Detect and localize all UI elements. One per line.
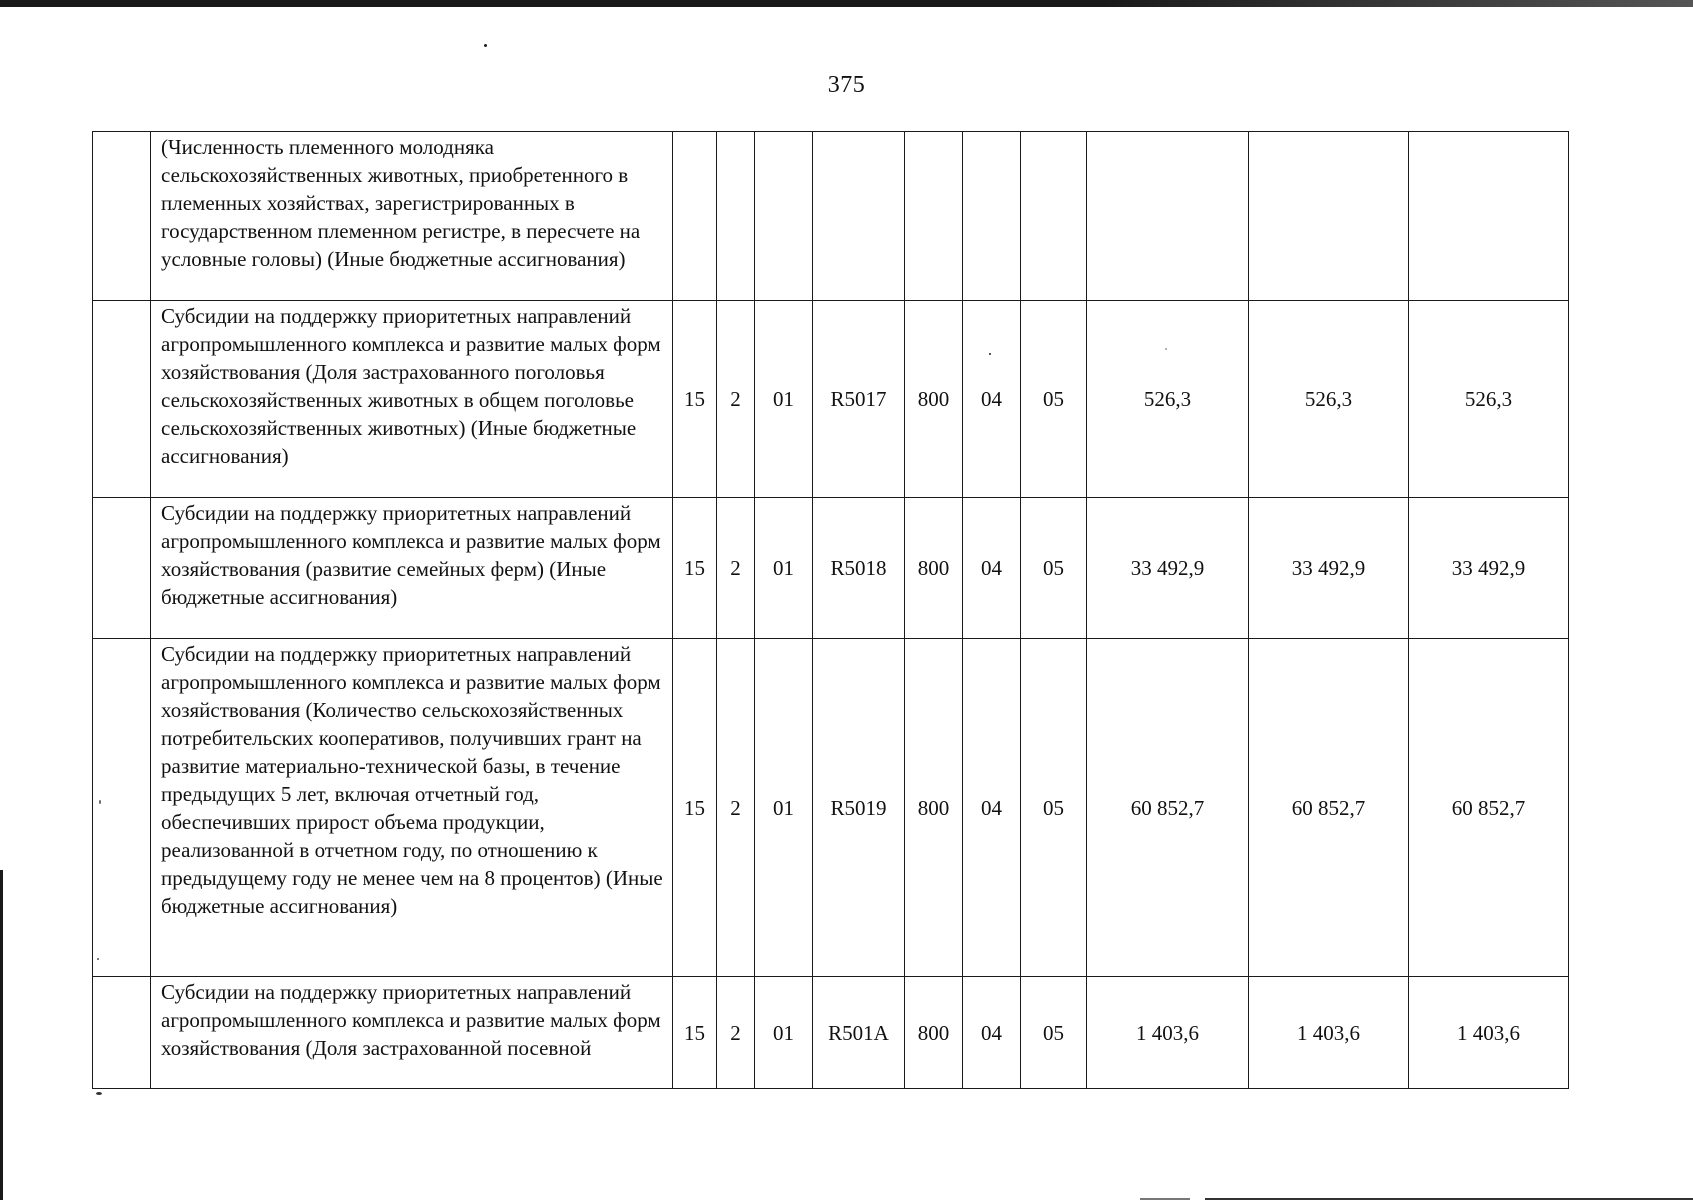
code-cell-4: R5017 <box>813 301 905 498</box>
code-cell-4: R5019 <box>813 639 905 977</box>
code-cell-3 <box>755 132 813 301</box>
table-row <box>93 639 1569 977</box>
code-cell-2: 2 <box>717 639 755 977</box>
row-number-cell <box>93 639 151 977</box>
code-cell-2: 2 <box>717 498 755 639</box>
code-cell-7: 05 <box>1021 639 1087 977</box>
description-cell: Субсидии на поддержку приоритетных направлений агропромышленного комплекса и развитие малых форм хозяйствования (Количество сельскохозяйственных потребительских кооперативов, получивших грант на развитие материально-технической базы, в течение предыдущих 5 лет, включая отчетный год, обеспечивших прирост объема продукции, реализованной в отчетном году, по отношению к предыдущему году не менее чем на 8 процентов) (Иные бюджетные ассигнования) <box>151 639 673 977</box>
code-cell-2 <box>717 132 755 301</box>
code-cell-5: 800 <box>905 498 963 639</box>
amount-cell-1: 1 403,6 <box>1087 977 1249 1089</box>
scan-speck <box>484 44 487 47</box>
code-cell-5: 800 <box>905 639 963 977</box>
amount-cell-1 <box>1087 132 1249 301</box>
code-cell-3: 01 <box>755 498 813 639</box>
code-cell-6: 04 <box>963 977 1021 1089</box>
amount-cell-1: 526,3 <box>1087 301 1249 498</box>
code-cell-6: 04 <box>963 639 1021 977</box>
code-cell-2: 2 <box>717 301 755 498</box>
table-row <box>93 301 1569 498</box>
code-cell-5 <box>905 132 963 301</box>
amount-cell-2: 60 852,7 <box>1249 639 1409 977</box>
row-number-cell <box>93 498 151 639</box>
code-cell-6: 04 <box>963 498 1021 639</box>
code-cell-1: 15 <box>673 498 717 639</box>
amount-cell-1: 60 852,7 <box>1087 639 1249 977</box>
description-cell: (Численность племенного молодняка сельскохозяйственных животных, приобретенного в племенных хозяйствах, зарегистрированных в государственном племенном регистре, в пересчете на условные головы) (Иные бюджетные ассигнования) <box>151 132 673 301</box>
code-cell-6 <box>963 132 1021 301</box>
code-cell-1: 15 <box>673 639 717 977</box>
code-cell-1: 15 <box>673 301 717 498</box>
scan-top-edge-fade <box>1100 0 1693 7</box>
code-cell-7: 05 <box>1021 301 1087 498</box>
amount-cell-3: 33 492,9 <box>1409 498 1569 639</box>
code-cell-4: R501A <box>813 977 905 1089</box>
description-cell: Субсидии на поддержку приоритетных направлений агропромышленного комплекса и развитие малых форм хозяйствования (Доля застрахованного поголовья сельскохозяйственных животных в общем поголовье сельскохозяйственных животных) (Иные бюджетные ассигнования) <box>151 301 673 498</box>
code-cell-7 <box>1021 132 1087 301</box>
code-cell-5: 800 <box>905 977 963 1089</box>
code-cell-1: 15 <box>673 977 717 1089</box>
scan-left-edge <box>0 870 3 1200</box>
table-row <box>93 977 1569 1089</box>
amount-cell-3 <box>1409 132 1569 301</box>
row-number-cell <box>93 301 151 498</box>
code-cell-4 <box>813 132 905 301</box>
code-cell-3: 01 <box>755 301 813 498</box>
code-cell-1 <box>673 132 717 301</box>
amount-cell-3: 526,3 <box>1409 301 1569 498</box>
code-cell-3: 01 <box>755 977 813 1089</box>
code-cell-6: 04 <box>963 301 1021 498</box>
row-number-cell <box>93 977 151 1089</box>
amount-cell-1: 33 492,9 <box>1087 498 1249 639</box>
row-number-cell <box>93 132 151 301</box>
description-cell: Субсидии на поддержку приоритетных направлений агропромышленного комплекса и развитие малых форм хозяйствования (развитие семейных ферм) (Иные бюджетные ассигнования) <box>151 498 673 639</box>
amount-cell-2: 1 403,6 <box>1249 977 1409 1089</box>
code-cell-2: 2 <box>717 977 755 1089</box>
table-row <box>93 498 1569 639</box>
amount-cell-3: 1 403,6 <box>1409 977 1569 1089</box>
code-cell-4: R5018 <box>813 498 905 639</box>
amount-cell-2 <box>1249 132 1409 301</box>
amount-cell-2: 526,3 <box>1249 301 1409 498</box>
code-cell-5: 800 <box>905 301 963 498</box>
scan-speck <box>96 1092 102 1095</box>
amount-cell-2: 33 492,9 <box>1249 498 1409 639</box>
code-cell-7: 05 <box>1021 977 1087 1089</box>
budget-table <box>92 131 1569 1089</box>
amount-cell-3: 60 852,7 <box>1409 639 1569 977</box>
code-cell-7: 05 <box>1021 498 1087 639</box>
table-row <box>93 132 1569 301</box>
description-cell: Субсидии на поддержку приоритетных направлений агропромышленного комплекса и развитие малых форм хозяйствования (Доля застрахованной посевной <box>151 977 673 1089</box>
code-cell-3: 01 <box>755 639 813 977</box>
page-number: 375 <box>827 72 866 98</box>
